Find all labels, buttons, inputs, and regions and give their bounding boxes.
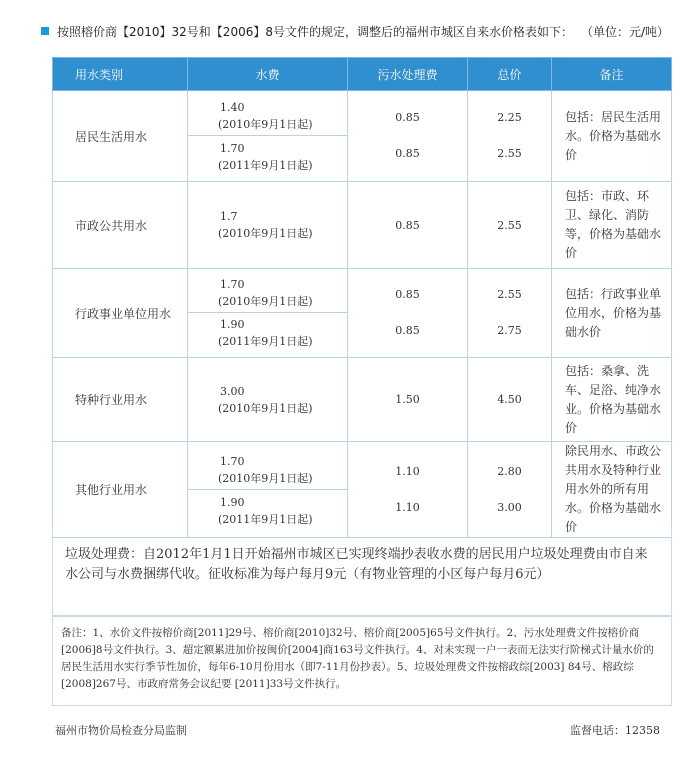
total-value: 2.55 — [497, 147, 522, 160]
col-header-category: 用水类别 — [53, 58, 188, 91]
sewage-value: 1.50 — [348, 358, 468, 442]
total-value: 2.75 — [497, 324, 522, 337]
fee-value: 1.70 — [220, 454, 245, 468]
note-cell: 除民用水、市政公共用水及特种行业用水外的所有用水。价格为基础水价 — [552, 442, 672, 538]
remarks-box — [52, 616, 672, 706]
sewage-value: 1.10 — [395, 464, 420, 478]
price-table-container — [52, 57, 671, 538]
sewage-cell — [348, 91, 468, 182]
table-row — [53, 91, 672, 182]
category-cell: 特种行业用水 — [53, 358, 188, 442]
fee-cell — [188, 91, 348, 182]
footer-hotline: 监督电话：12358 — [570, 724, 660, 737]
note-cell: 包括：桑拿、洗车、足浴、纯净水业。价格为基础水价 — [552, 358, 672, 442]
sewage-value: 1.10 — [395, 500, 420, 514]
fee-value: 1.70 — [220, 278, 245, 291]
total-value: 2.25 — [497, 111, 522, 124]
fee-date: (2010年9月1日起) — [218, 227, 313, 240]
category-cell: 市政公共用水 — [53, 182, 188, 269]
footer-issuer: 福州市物价局检查分局监制 — [55, 724, 187, 737]
table-row — [53, 358, 672, 442]
table-row — [53, 182, 672, 269]
fee-value: 3.00 — [220, 384, 245, 398]
fee-value: 1.90 — [220, 318, 245, 331]
sewage-cell — [348, 269, 468, 358]
fee-date: (2010年9月1日起) — [218, 118, 313, 131]
sewage-value: 0.85 — [395, 288, 420, 301]
total-cell — [468, 442, 552, 538]
note-cell: 包括：市政、环卫、绿化、消防等，价格为基础水价 — [552, 182, 672, 269]
table-row — [53, 269, 672, 358]
category-cell: 居民生活用水 — [53, 91, 188, 182]
table-row — [53, 442, 672, 538]
total-value: 3.00 — [497, 500, 522, 514]
garbage-fee-text: 垃圾处理费：自2012年1月1日开始福州市城区已实现终端抄表收水费的居民用户垃圾处理费由市自来水公司与水费捆绑代收。征收标准为每户每月9元（有物业管理的小区每户每月6元） — [65, 547, 648, 582]
table-header-row — [53, 58, 672, 91]
sewage-value: 0.85 — [395, 324, 420, 337]
category-cell: 其他行业用水 — [53, 442, 188, 538]
fee-date: (2011年9月1日起) — [218, 159, 313, 172]
fee-cell — [188, 358, 348, 442]
fee-value: 1.90 — [220, 495, 245, 509]
intro-text: 按照榕价商【2010】32号和【2006】8号文件的规定，调整后的福州市城区自来水价格表如下： — [57, 25, 573, 39]
fee-date: (2010年9月1日起) — [218, 401, 313, 415]
fee-cell — [188, 269, 348, 358]
col-header-total: 总价 — [468, 58, 552, 91]
fee-date: (2011年9月1日起) — [218, 512, 313, 526]
fee-cell — [188, 182, 348, 269]
square-bullet-icon — [41, 27, 49, 35]
unit-label: （单位：元/吨） — [580, 25, 669, 39]
fee-value: 1.70 — [220, 142, 245, 155]
remarks-text: 备注：1、水价文件按榕价商[2011]29号、榕价商[2010]32号、榕价商[2005]65号文件执行。2、污水处理费文件按榕价商[2006]8号文件执行。3、超定额累进加价按闽价[2004]商163号文件执行。4、对未实现一户一表而无法实行阶梯式计量水价的居民生活用水实行季节性加价，每年6-10月份用水（即7-11月份抄表）。5、垃圾处理费文件按榕政综[2003] 84号、榕政综[2008]267号、市政府常务会议纪要 [2011]33号文件执行。 — [61, 627, 654, 690]
fee-date: (2010年9月1日起) — [218, 471, 313, 485]
note-cell: 包括：行政事业单位用水，价格为基础水价 — [552, 269, 672, 358]
category-cell: 行政事业单位用水 — [53, 269, 188, 358]
total-cell — [468, 269, 552, 358]
total-cell — [468, 91, 552, 182]
sewage-value: 0.85 — [348, 182, 468, 269]
fee-cell — [188, 442, 348, 538]
total-value: 2.55 — [497, 288, 522, 301]
sewage-value: 0.85 — [395, 147, 420, 160]
note-cell: 包括：居民生活用水。价格为基础水价 — [552, 91, 672, 182]
garbage-fee-box — [52, 526, 672, 616]
fee-value: 1.7 — [220, 210, 238, 223]
col-header-note: 备注 — [552, 58, 672, 91]
fee-date: (2010年9月1日起) — [218, 295, 313, 308]
total-value: 2.55 — [468, 182, 552, 269]
fee-date: (2011年9月1日起) — [218, 335, 313, 348]
col-header-water-fee: 水费 — [188, 58, 348, 91]
total-value: 2.80 — [497, 464, 522, 478]
col-header-sewage-fee: 污水处理费 — [348, 58, 468, 91]
fee-value: 1.40 — [220, 101, 245, 114]
total-value: 4.50 — [468, 358, 552, 442]
sewage-cell — [348, 442, 468, 538]
sewage-value: 0.85 — [395, 111, 420, 124]
water-price-table — [52, 57, 672, 538]
